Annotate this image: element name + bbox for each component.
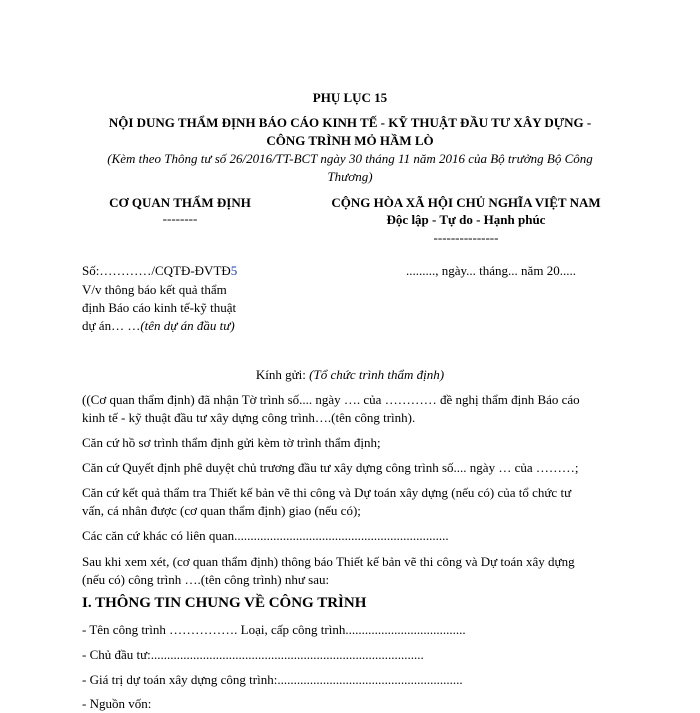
paragraph-after-review [82, 553, 622, 589]
paragraph-received [82, 391, 622, 427]
paragraph-basis-review [82, 484, 622, 520]
paragraph-received-line2: kinh tế - kỹ thuật đầu tư xây dựng công trình….(tên công trình). [82, 410, 416, 425]
document-subtitle-line2: Thương) [327, 169, 373, 184]
subject-block [82, 281, 236, 335]
item-capital-source: - Nguồn vốn: [82, 696, 152, 711]
recipient-line [0, 367, 700, 383]
document-number [82, 263, 237, 279]
recipient-value: (Tổ chức trình thẩm định) [309, 367, 445, 382]
paragraph-after-review-line1: Sau khi xem xét, (cơ quan thẩm định) thông báo Thiết kế bản vẽ thi công và Dự toán xây dựng [82, 554, 575, 569]
paragraph-after-review-line2: (nếu có) công trình ….(tên công trình) như sau: [82, 572, 330, 587]
appendix-label: PHỤ LỤC 15 [312, 90, 388, 105]
paragraph-basis-review-line1: Căn cứ kết quả thẩm tra Thiết kế bản vẽ thi công và Dự toán xây dựng (nếu có) của tổ chức tư [82, 485, 572, 500]
date-line: ........., ngày... tháng... năm 20..... [406, 263, 576, 278]
paragraph-basis-dossier: Căn cứ hồ sơ trình thẩm định gửi kèm tờ trình thẩm định; [82, 435, 381, 450]
subject-line3 [82, 317, 236, 335]
subject-line2: định Báo cáo kinh tế-kỹ thuật [82, 300, 237, 315]
document-subtitle-line1: (Kèm theo Thông tư số 26/2016/TT-BCT ngày 30 tháng 11 năm 2016 của Bộ trưởng Bộ Công [107, 151, 593, 166]
agency-rule: -------- [162, 211, 198, 226]
document-title-line2: CÔNG TRÌNH MỎ HẦM LÒ [266, 133, 434, 148]
paragraph-other-basis: Các căn cứ khác có liên quan.................................................................. [82, 528, 449, 543]
paragraph-received-line1: ((Cơ quan thẩm định) đã nhận Tờ trình số.... ngày …. của ………… đề nghị thẩm định Báo cáo [82, 392, 580, 407]
nation-title: CỘNG HÒA XÃ HỘI CHỦ NGHĨA VIỆT NAM [331, 195, 601, 210]
item-estimate-value: - Giá trị dự toán xây dựng công trình:......................................................... [82, 672, 463, 687]
agency-name: CƠ QUAN THẨM ĐỊNH [109, 195, 251, 210]
item-investor: - Chủ đầu tư:.................................................................................... [82, 647, 424, 662]
subject-line3-text: dự án… … [82, 318, 141, 333]
section-heading: I. THÔNG TIN CHUNG VỀ CÔNG TRÌNH [82, 595, 367, 611]
subject-line3-project: (tên dự án đầu tư) [140, 318, 235, 333]
recipient-label: Kính gửi: [255, 367, 310, 382]
subject-line1: V/v thông báo kết quả thẩm [82, 282, 227, 297]
document-number-text: Số:…………/CQTĐ-ĐVTĐ [82, 263, 231, 278]
nation-motto: Độc lập - Tự do - Hạnh phúc [386, 212, 546, 227]
paragraph-basis-decision: Căn cứ Quyết định phê duyệt chủ trương đầu tư xây dựng công trình số.... ngày … của ………; [82, 460, 579, 475]
footnote-ref-link[interactable]: 5 [230, 263, 238, 278]
item-project-name: - Tên công trình ……………. Loại, cấp công trình..................................... [82, 622, 466, 637]
paragraph-basis-review-line2: vấn, cá nhân được (cơ quan thẩm định) giao (nếu có); [82, 503, 361, 518]
document-title-line1: NỘI DUNG THẨM ĐỊNH BÁO CÁO KINH TẾ - KỸ THUẬT ĐẦU TƯ XÂY DỰNG - [108, 115, 592, 130]
motto-rule: --------------- [433, 230, 499, 245]
